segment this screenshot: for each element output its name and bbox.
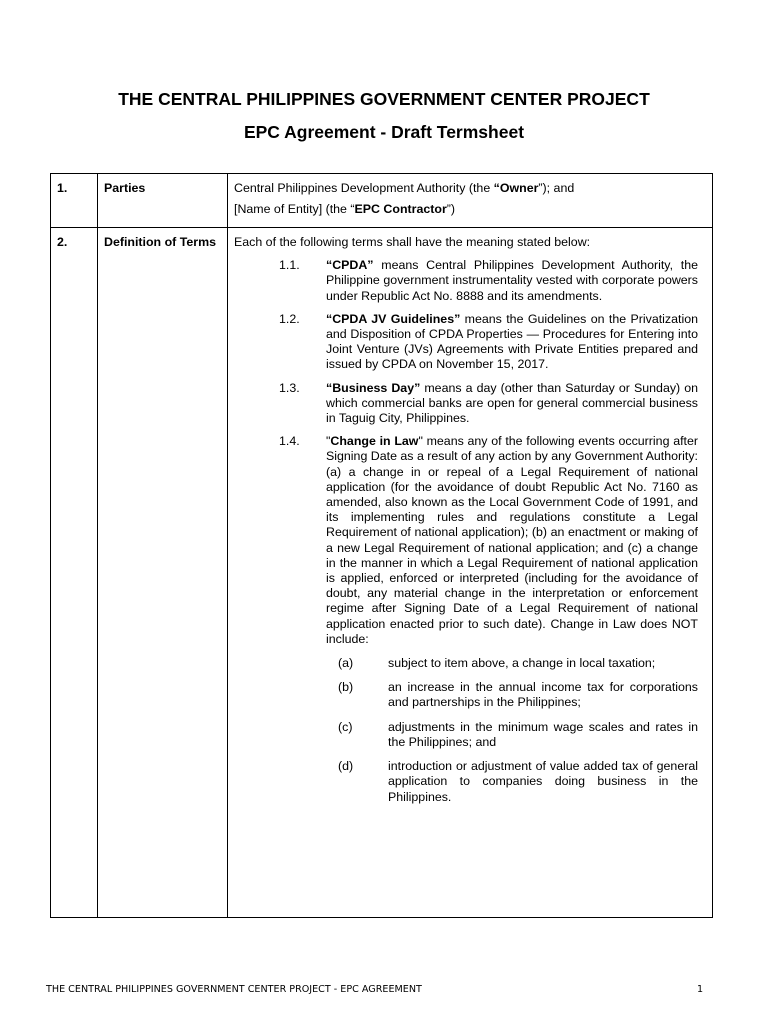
termsheet-table [50, 173, 713, 918]
table-row [51, 228, 713, 918]
definitions-intro: Each of the following terms shall have the meaning stated below: [234, 235, 591, 249]
document-title: THE CENTRAL PHILIPPINES GOVERNMENT CENTER PROJECT [118, 89, 650, 109]
party-owner: Central Philippines Development Authority (the “Owner”); and [234, 181, 575, 195]
row-label: Parties [98, 174, 228, 228]
row-number: 2. [51, 228, 98, 918]
definition-item: 1.3. “Business Day” means a day (other than Saturday or Sunday) on which commercial banks are open for general commercial business in Taguig City, Philippines. [279, 380, 699, 426]
row-content [228, 174, 713, 228]
exclusion-item: (d) introduction or adjustment of value added tax of general application to companies doing business in the Philippines. [338, 759, 698, 804]
exclusion-item: (a) subject to item above, a change in local taxation; [338, 656, 656, 671]
document-subtitle: EPC Agreement - Draft Termsheet [243, 122, 525, 142]
definition-item: 1.1. “CPDA” means Central Philippines Development Authority, the Philippine government instrumentality vested with corporate powers under Republic Act No. 8888 and its amendments. [279, 258, 698, 303]
row-number: 1. [51, 174, 98, 228]
page-number: 1 [697, 984, 704, 995]
footer-text: THE CENTRAL PHILIPPINES GOVERNMENT CENTER PROJECT - EPC AGREEMENT [46, 984, 422, 995]
definition-item: 1.2. “CPDA JV Guidelines” means the Guidelines on the Privatization and Disposition of CPDA Properties — Procedures for Entering into Joint Venture (JVs) Agreements with Private Entities prepared and issued by CPDA on November 15, 2017. [279, 311, 698, 372]
exclusion-item: (c) adjustments in the minimum wage scales and rates in the Philippines; and [338, 719, 698, 749]
party-contractor: [Name of Entity] (the “EPC Contractor”) [234, 202, 456, 217]
table-row [51, 174, 713, 228]
row-content [228, 228, 713, 918]
definition-item: 1.4. "Change in Law" means any of the following events occurring after Signing Date as a result of any action by any Government Authority: (a) a change in or repeal of a Legal Requirement of national application (for the avoidance of doubt Republic Act No. 7160 as amended, also known as the Local Government Code of 1991, and its implementing rules and regulations constitute a Legal Requirement of national application); (b) an enactment or making of a new Legal Requirement of national application; and (c) a change in the manner in which a Legal Requirement of national application is applied, enforced or interpreted (including for the avoidance of doubt, any material change in the interpretation or enforcement regime after Signing Date of a Legal Requirement of national application enacted prior to such date). Change in Law does NOT include: [279, 434, 699, 646]
row-label: Definition of Terms [98, 228, 228, 918]
exclusion-item: (b) an increase in the annual income tax for corporations and partnerships in the Philippines; [338, 680, 698, 710]
